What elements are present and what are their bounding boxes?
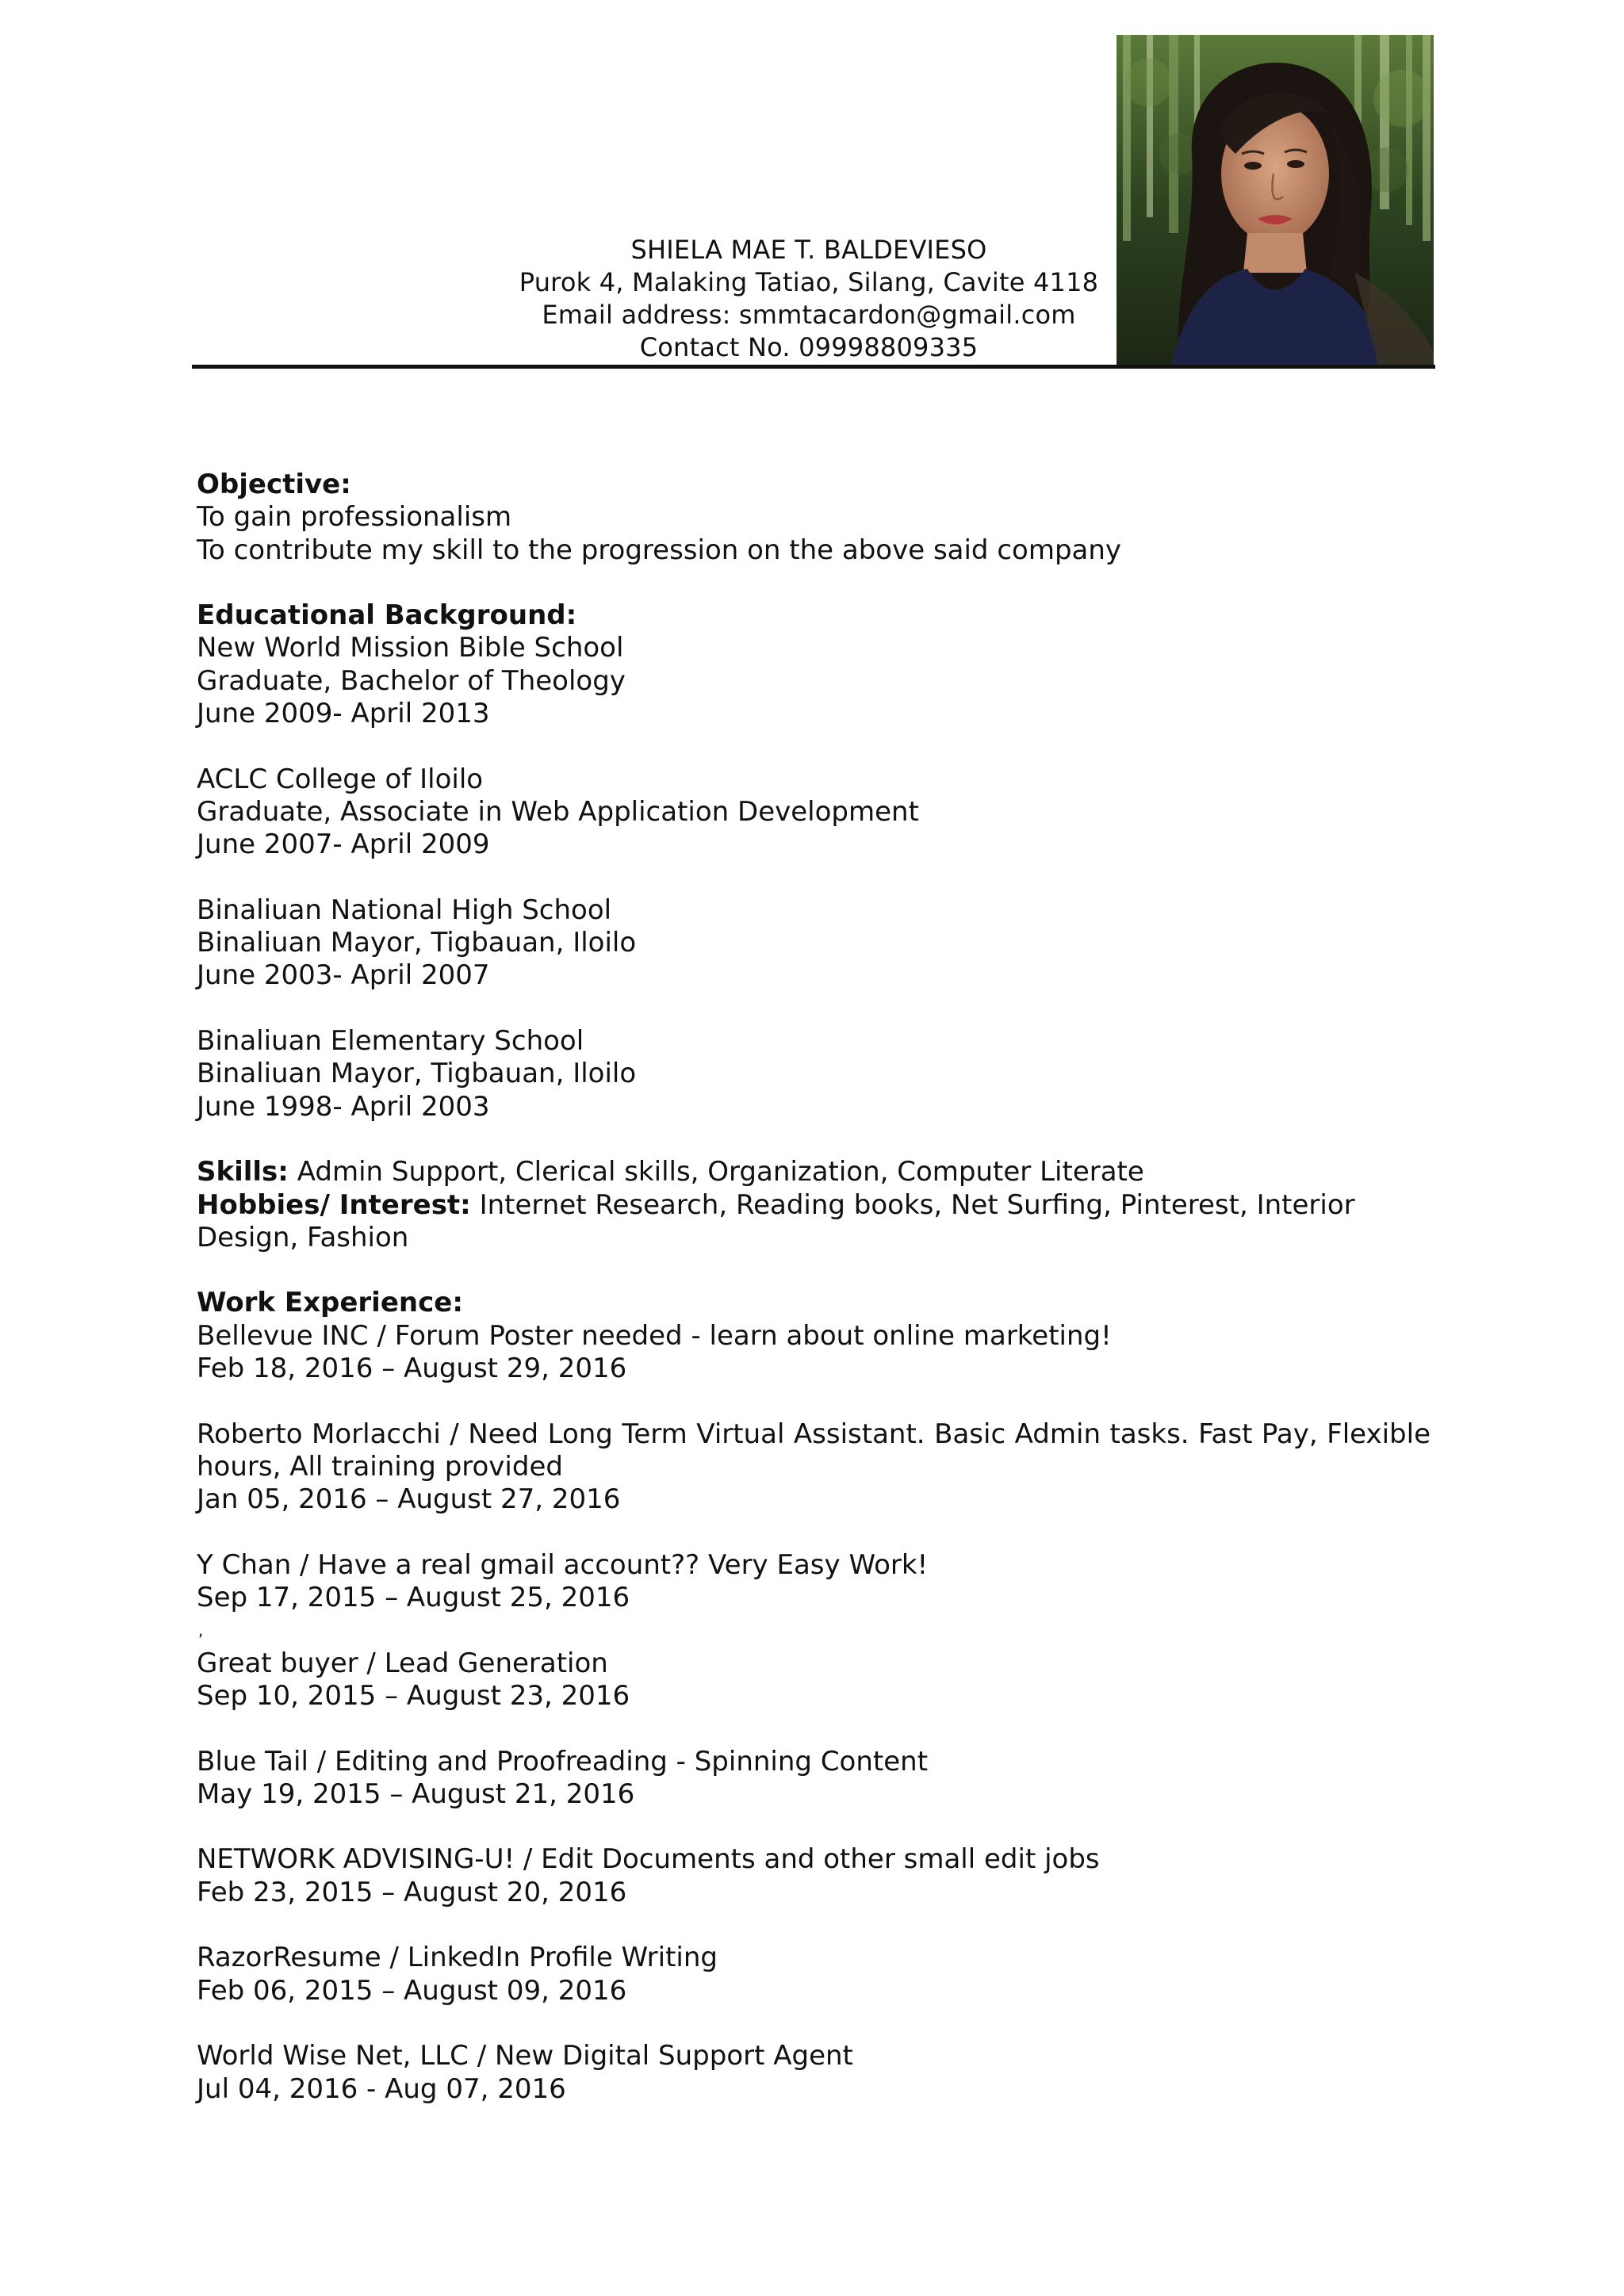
work-title: Roberto Morlacchi / Need Long Term Virtual Assistant. Basic Admin tasks. Fast Pay, Flexible hours, All training provided [197,1418,1431,1483]
education-school: New World Mission Bible School [197,632,624,664]
work-title: Y Chan / Have a real gmail account?? Very Easy Work! [197,1548,929,1581]
education-dates: June 2007- April 2009 [197,828,490,861]
education-dates: June 2009- April 2013 [197,698,490,730]
work-dates: Sep 10, 2015 – August 23, 2016 [197,1679,630,1712]
work-heading: Work Experience: [197,1287,463,1319]
resume-header [198,234,1419,364]
work-dates: Jul 04, 2016 - Aug 07, 2016 [197,2072,566,2105]
skills-value: Admin Support, Clerical skills, Organization, Computer Literate [297,1156,1144,1188]
work-title: Blue Tail / Editing and Proofreading - Spinning Content [197,1745,929,1777]
work-title: World Wise Net, LLC / New Digital Support Agent [197,2040,853,2072]
work-dates: May 19, 2015 – August 21, 2016 [197,1777,635,1810]
resume-body [197,469,1431,2106]
work-dates: Jan 05, 2016 – August 27, 2016 [197,1483,621,1516]
email-line: Email address: smmtacardon@gmail.com [542,300,1076,330]
applicant-name: SHIELA MAE T. BALDEVIESO [630,235,987,265]
work-title: Great buyer / Lead Generation [197,1647,608,1679]
stray-comma: , [198,1621,204,1640]
education-school: Binaliuan Elementary School [197,1025,584,1058]
skills-label: Skills: [197,1156,289,1188]
work-dates: Sep 17, 2015 – August 25, 2016 [197,1582,630,1614]
education-detail: Binaliuan Mayor, Tigbauan, Iloilo [197,1058,637,1090]
education-detail: Graduate, Associate in Web Application Development [197,795,919,828]
work-dates: Feb 23, 2015 – August 20, 2016 [197,1876,627,1908]
contact-line: Contact No. 09998809335 [639,332,979,362]
work-title: RazorResume / LinkedIn Profile Writing [197,1942,718,1974]
education-dates: June 2003- April 2007 [197,959,490,992]
header-divider [192,365,1435,369]
education-school: Binaliuan National High School [197,894,612,926]
skills-line [197,1156,1431,1188]
work-dates: Feb 18, 2016 – August 29, 2016 [197,1353,627,1385]
work-title: NETWORK ADVISING-U! / Edit Documents and other small edit jobs [197,1843,1100,1876]
work-dates: Feb 06, 2015 – August 09, 2016 [197,1974,627,2007]
objective-line: To contribute my skill to the progression on the above said company [197,534,1122,566]
education-school: ACLC College of Iloilo [197,763,484,795]
hobbies-label: Hobbies/ Interest: [197,1188,471,1221]
education-detail: Graduate, Bachelor of Theology [197,664,626,697]
education-dates: June 1998- April 2003 [197,1090,490,1123]
education-detail: Binaliuan Mayor, Tigbauan, Iloilo [197,927,637,959]
address-line: Purok 4, Malaking Tatiao, Silang, Cavite 4118 [519,267,1099,297]
hobbies-value: Internet Research, Reading books, Net Surfing, Pinterest, Interior Design, Fashion [197,1188,1355,1253]
objective-line: To gain professionalism [197,501,512,534]
hobbies-line [197,1189,1431,1255]
work-title: Bellevue INC / Forum Poster needed - learn about online marketing! [197,1319,1112,1352]
objective-heading: Objective: [197,469,351,500]
education-heading: Educational Background: [197,599,577,632]
